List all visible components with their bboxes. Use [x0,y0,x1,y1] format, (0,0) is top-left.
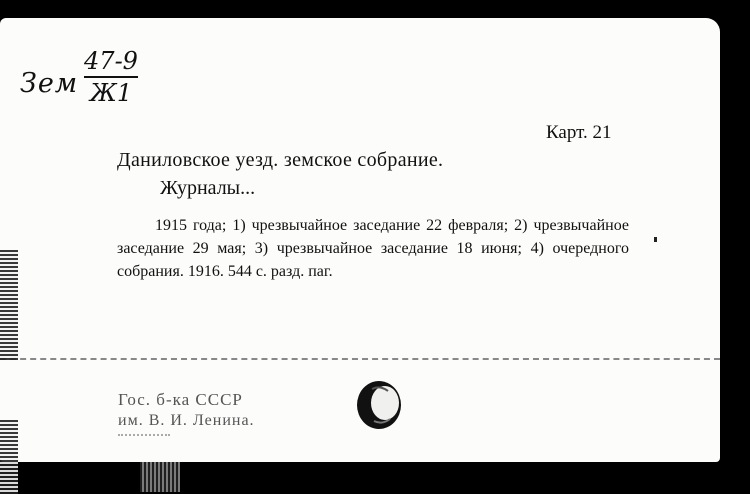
shelfmark-numerator: 47-9 [84,47,138,75]
card-description: 1915 года; 1) чрезвычайное заседание 22 февраля; 2) чрезвычайное заседание 29 мая; 3) чрезвычайное заседание 18 июня; 4) очередного собрания. 1916. 544 с. разд. паг. [117,217,629,280]
scan-edge-noise [0,250,18,360]
catalog-card [0,18,720,462]
card-fold-line [0,358,720,360]
library-stamp-line-2: им. В. И. Ленина. [118,412,255,429]
shelfmark-denominator: Ж1 [89,79,133,107]
library-stamp-line-1: Гос. б-ка СССР [118,390,243,409]
library-stamp-line-3 [118,434,170,444]
shelfmark-divider [84,76,138,78]
card-number: Карт. 21 [546,122,612,143]
handwritten-shelfmark [80,48,142,106]
library-seal-icon [354,379,404,431]
scan-edge-noise [0,420,18,494]
handwritten-prefix: Зем [20,68,79,99]
card-heading: Даниловское уезд. земское собрание. [117,149,444,171]
speck-mark [654,237,657,242]
card-subheading: Журналы... [160,177,256,199]
scan-bottom-noise [140,462,180,492]
